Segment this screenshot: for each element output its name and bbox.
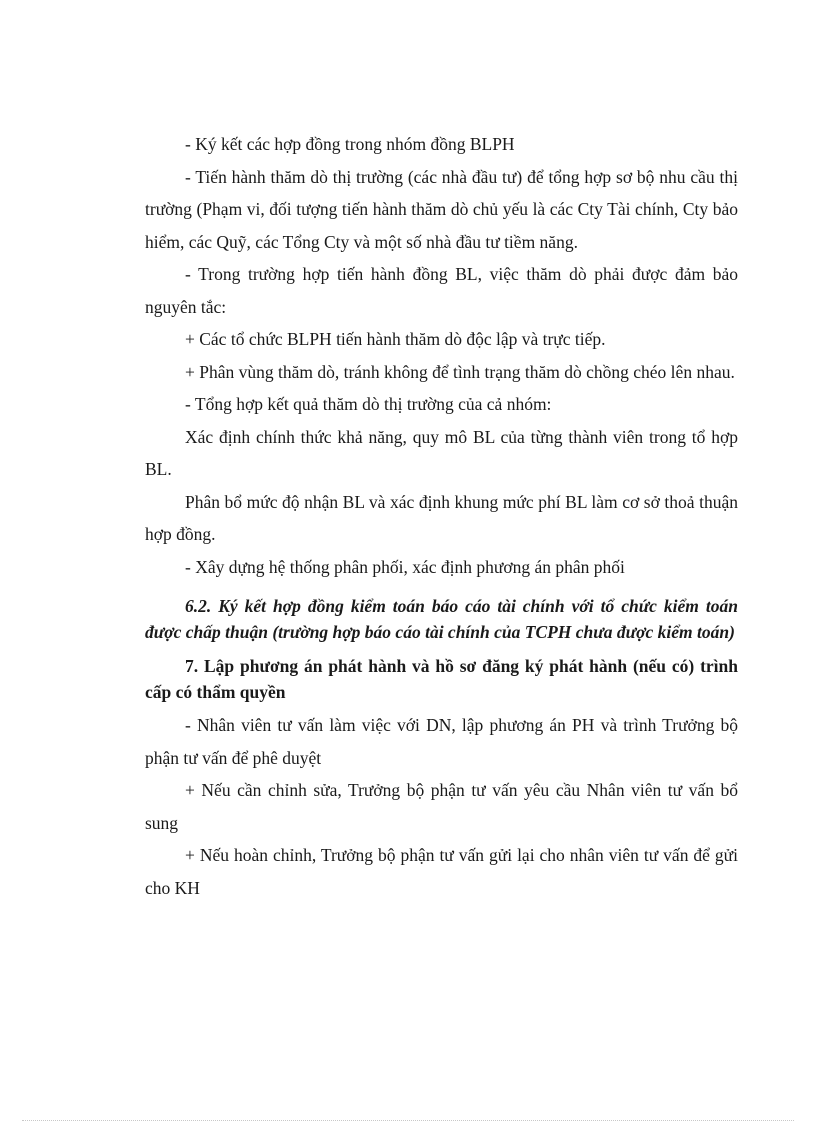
paragraph-determine-capacity: Xác định chính thức khả năng, quy mô BL của từng thành viên trong tổ hợp BL. [145,426,738,479]
paragraph-zone-survey: + Phân vùng thăm dò, tránh không để tình trạng thăm dò chồng chéo lên nhau. [185,361,735,382]
paragraph-if-edit-needed: + Nếu cần chỉnh sửa, Trưởng bộ phận tư vấn yêu cầu Nhân viên tư vấn bổ sung [145,780,738,833]
footer-dotted-divider [22,1120,794,1121]
paragraph-allocate-fees: Phân bổ mức độ nhận BL và xác định khung mức phí BL làm cơ sở thoả thuận hợp đồng. [145,491,738,544]
paragraph-market-survey: - Tiến hành thăm dò thị trường (các nhà đầu tư) để tổng hợp sơ bộ nhu cầu thị trường (Phạm vi, đối tượng tiến hành thăm dò chủ yếu là các Cty Tài chính, Cty bảo hiểm, các Quỹ, các Tổng Cty và một số nhà đầu tư tiềm năng. [145,166,738,252]
paragraph-sign-contracts: - Ký kết các hợp đồng trong nhóm đồng BLPH [185,134,515,154]
paragraph-if-complete: + Nếu hoàn chỉnh, Trưởng bộ phận tư vấn gửi lại cho nhân viên tư vấn để gửi cho KH [145,845,738,898]
paragraph-consultant-work: - Nhân viên tư vấn làm việc với DN, lập phương án PH và trình Trưởng bộ phận tư vấn để phê duyệt [145,715,738,768]
paragraph-distribution-system: - Xây dựng hệ thống phân phối, xác định phương án phân phối [185,556,625,577]
paragraph-summarize-results: - Tổng hợp kết quả thăm dò thị trường của cả nhóm: [185,394,552,414]
document-body [145,128,738,904]
paragraph-survey-principles: - Trong trường hợp tiến hành đồng BL, việc thăm dò phải được đảm bảo nguyên tắc: [145,264,738,317]
section-heading-7: 7. Lập phương án phát hành và hồ sơ đăng ký phát hành (nếu có) trình cấp có thẩm quyền [145,656,738,702]
section-heading-6-2: 6.2. Ký kết hợp đồng kiểm toán báo cáo tài chính với tổ chức kiểm toán được chấp thuận (trường hợp báo cáo tài chính của TCPH chưa được kiểm toán) [145,596,738,642]
paragraph-independent-survey: + Các tổ chức BLPH tiến hành thăm dò độc lập và trực tiếp. [185,329,606,349]
